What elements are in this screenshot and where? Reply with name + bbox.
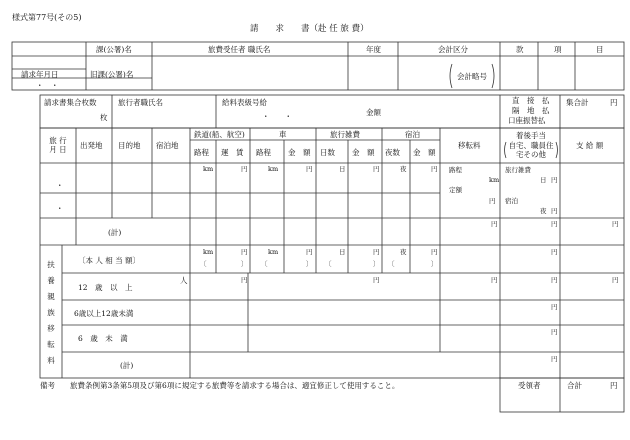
family-label-3: 親 [47, 292, 55, 301]
family-age-6-12: 6歳以上12歳未満 [74, 309, 134, 318]
family-label-1: 扶 [47, 260, 55, 269]
daily-group-header: 旅行雑費 [330, 130, 360, 139]
traveler-name-label: 旅行者職氏名 [118, 98, 163, 107]
subtotal-allowance-yen: 円 [551, 220, 558, 228]
allowance-sub-header: 自宅、職員住 宅その他 [508, 141, 554, 159]
relocation-fee-header: 移転料 [458, 141, 481, 150]
total-yen-unit: 円 [610, 98, 618, 107]
travel-date-header: 旅 行 月 日 [49, 136, 67, 154]
kan-label: 款 [516, 45, 524, 54]
payment-remote: 隔 地 払 [512, 106, 550, 115]
sheet-count-label: 請求書集合枚数 [44, 98, 97, 107]
move-distance-label: 路程 [449, 166, 462, 174]
fixed-amount-label: 定額 [449, 186, 462, 194]
footer-total-yen: 円 [610, 381, 618, 390]
equiv-fare-yen: 円 [241, 248, 248, 256]
total-label: 集合計 [566, 98, 589, 107]
days-header: 日数 [320, 148, 335, 157]
row1-car-km: km [268, 165, 279, 173]
allowance-header: 着後手当 [516, 131, 546, 140]
equiv-night: 夜 [400, 248, 407, 256]
misc-night-unit: 夜 [540, 207, 547, 215]
family-label-6: 転 [47, 340, 55, 349]
family-label-5: 移 [47, 324, 55, 333]
bracket-open-1: 〔 [200, 260, 207, 268]
bracket-open-2: 〔 [261, 260, 268, 268]
age6-allowance-yen: 円 [551, 303, 558, 311]
account-code-label: 会計略号 [457, 72, 487, 81]
age12-payment-yen: 円 [612, 276, 619, 284]
salary-grade-label: 給料表級号給 [222, 98, 267, 107]
family-label-7: 料 [47, 356, 55, 365]
lodging-group-header: 宿泊 [405, 130, 420, 139]
equiv-km: km [203, 248, 214, 256]
previous-office-label: 旧課(公署)名 [90, 70, 134, 79]
age12-mid-yen: 円 [373, 276, 380, 284]
row1-lodging-yen: 円 [431, 165, 438, 173]
rail-fare-header: 運 賃 [221, 148, 244, 157]
fiscal-year-label: 年度 [366, 45, 381, 54]
equiv-daily-yen: 円 [373, 248, 380, 256]
equiv-lodging-yen: 円 [431, 248, 438, 256]
subtotal-move-yen: 円 [491, 220, 498, 228]
bracket-close-1: 〕 [241, 260, 248, 268]
footer-total-label: 合計 [567, 381, 582, 390]
family-equivalent: 〔本 人 相 当 額〕 [78, 256, 141, 265]
table-subtotal-label: (計) [108, 228, 122, 237]
bracket-close-3: 〕 [373, 260, 380, 268]
lodging-amount-header: 金 額 [413, 148, 436, 157]
bracket-open-3: 〔 [325, 260, 332, 268]
row1-fare-yen: 円 [241, 165, 248, 173]
equiv-car-yen: 円 [306, 248, 313, 256]
receiver-label: 受領者 [518, 381, 541, 390]
remarks-text: 旅費条例第3条第5項及び第6項に規定する旅費等を請求する場合は、適宜修正して使用すること。 [70, 381, 400, 390]
move-yen-unit: 円 [489, 197, 496, 205]
age12-move-yen: 円 [491, 276, 498, 284]
family-age-12-plus: 12 歳 以 上 [78, 283, 133, 292]
form-title: 請 求 書（赴 任 旅 費） [250, 24, 369, 34]
rail-distance-header: 路程 [194, 148, 209, 157]
family-subtotal: (計) [120, 361, 134, 370]
misc-day-unit: 日 [540, 176, 547, 184]
car-distance-header: 路程 [256, 148, 271, 157]
family-label-2: 養 [47, 276, 55, 285]
salary-grade-dots: ・ ・ [262, 112, 292, 121]
family-person-unit: 人 [180, 276, 188, 285]
departure-header: 出発地 [80, 141, 103, 150]
age12-allowance-yen: 円 [551, 276, 558, 284]
equiv-car-km: km [268, 248, 279, 256]
lodging-place-header: 宿泊地 [156, 141, 179, 150]
payment-total-header: 支 給 額 [576, 141, 604, 150]
under6-allowance-yen: 円 [551, 328, 558, 336]
payment-direct: 直 接 払 [512, 96, 550, 105]
current-office-label: 課(公署)名 [96, 45, 132, 54]
misc-yen2-unit: 円 [551, 207, 558, 215]
misc-yen-unit: 円 [551, 176, 558, 184]
subtotal-payment-yen: 円 [612, 220, 619, 228]
bracket-close-4: 〕 [431, 260, 438, 268]
request-date-dots: ・ ・ [36, 81, 59, 90]
misc-expense-label: 旅行雑費 [505, 166, 531, 174]
bracket-close-2: 〕 [306, 260, 313, 268]
row2-date-dot: ・ [56, 204, 64, 213]
destination-header: 目的地 [118, 141, 141, 150]
family-label-4: 族 [47, 308, 55, 317]
family-subtotal-allowance-yen: 円 [551, 355, 558, 363]
misc-lodging-label: 宿泊 [505, 197, 518, 205]
moku-label: 目 [596, 45, 604, 54]
row1-night: 夜 [400, 165, 407, 173]
family-age-under-6: 6 歳 未 満 [78, 334, 128, 343]
daily-amount-header: 金 額 [352, 148, 375, 157]
payment-transfer: 口座振替払 [508, 116, 546, 125]
row1-date-dot: ・ [56, 181, 64, 190]
remarks-label: 備考 [40, 381, 55, 390]
amount-label: 金額 [366, 108, 381, 117]
request-date-label: 請求年月日 [21, 70, 59, 79]
kou-label: 項 [554, 45, 562, 54]
form-number: 様式第77号(その5) [12, 13, 82, 22]
row1-car-yen: 円 [306, 165, 313, 173]
bracket-open-4: 〔 [388, 260, 395, 268]
move-km-unit: km [489, 176, 500, 184]
nights-header: 夜数 [385, 148, 400, 157]
traveler-title-label: 旅費受任者 職氏名 [208, 45, 271, 54]
sheet-unit: 枚 [100, 113, 108, 122]
accounting-label: 会計区分 [438, 45, 468, 54]
equiv-allowance-yen: 円 [551, 248, 558, 256]
row1-day: 日 [339, 165, 346, 173]
car-amount-header: 金 額 [288, 148, 311, 157]
row1-km: km [203, 165, 214, 173]
car-group-header: 車 [279, 130, 287, 139]
equiv-day: 日 [339, 248, 346, 256]
age12-rail-yen: 円 [241, 276, 248, 284]
row1-daily-yen: 円 [373, 165, 380, 173]
rail-group-header: 鉄道(船、航空) [194, 130, 245, 139]
